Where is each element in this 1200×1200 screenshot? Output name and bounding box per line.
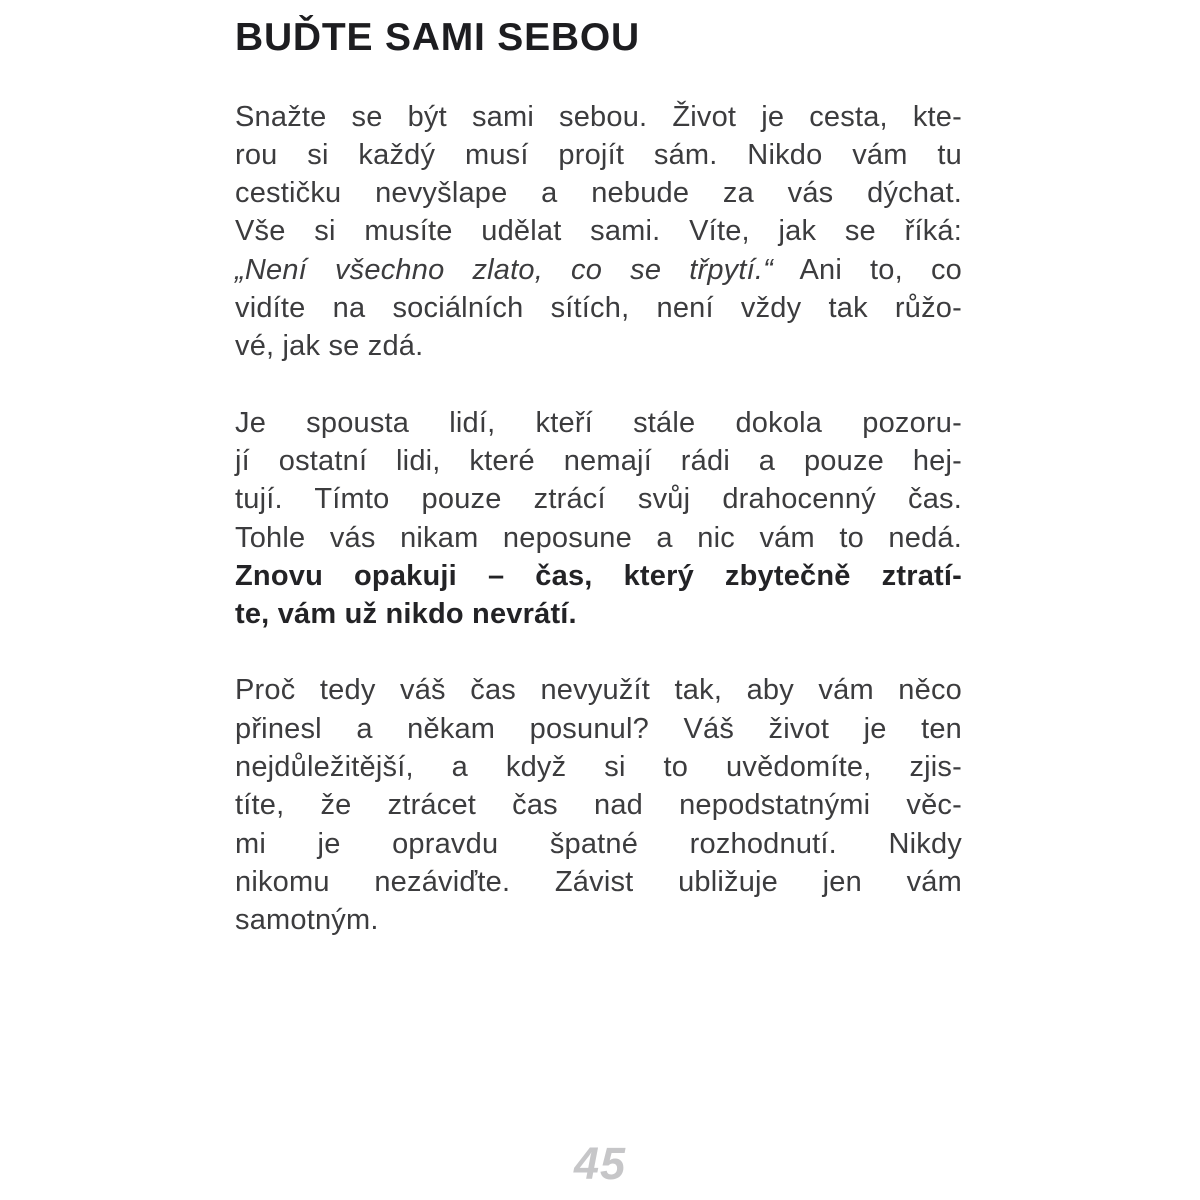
paragraph	[235, 98, 962, 366]
text-line	[235, 174, 962, 212]
text-line	[235, 901, 962, 939]
text-segment-regular: Snažte se být sami sebou. Život je cesta, kte-	[235, 100, 962, 133]
text-line	[235, 136, 962, 174]
text-segment-regular: Proč tedy váš čas nevyužít tak, aby vám něco	[235, 674, 962, 707]
text-segment-regular: nejdůležitější, a když si to uvědomíte, zjis-	[235, 751, 962, 784]
text-line	[235, 212, 962, 250]
text-segment-regular: Je spousta lidí, kteří stále dokola pozoru-	[235, 406, 962, 439]
page-number: 45	[573, 1138, 627, 1189]
text-segment-regular: Vše si musíte udělat sami. Víte, jak se říká:	[235, 215, 962, 248]
text-line	[235, 404, 962, 442]
text-line	[235, 863, 962, 901]
text-line	[235, 748, 962, 786]
page-title: BUĎTE SAMI SEBOU	[235, 16, 640, 59]
text-segment-regular: samotným.	[235, 904, 379, 937]
text-line	[235, 289, 962, 327]
text-line	[235, 519, 962, 557]
text-segment-regular: nikomu nezáviďte. Závist ubližuje jen vám	[235, 865, 962, 898]
text-segment-regular: přinesl a někam posunul? Váš život je ten	[235, 712, 962, 745]
paragraph	[235, 671, 962, 939]
text-segment-regular: tují. Tímto pouze ztrácí svůj drahocenný čas.	[235, 483, 962, 516]
text-segment-regular: jí ostatní lidi, které nemají rádi a pouze hej-	[235, 444, 962, 477]
text-line	[235, 825, 962, 863]
text-segment-regular: Tohle vás nikam neposune a nic vám to nedá.	[235, 521, 962, 554]
text-line	[235, 327, 962, 365]
text-line	[235, 442, 962, 480]
text-segment-italic: „Není všechno zlato, co se třpytí.“	[235, 253, 773, 286]
text-line	[235, 710, 962, 748]
text-segment-regular: rou si každý musí projít sám. Nikdo vám tu	[235, 138, 962, 171]
text-line	[235, 251, 962, 289]
text-line	[235, 557, 962, 595]
text-segment-bold: te, vám už nikdo nevrátí.	[235, 598, 577, 631]
text-segment-regular: cestičku nevyšlape a nebude za vás dýchat.	[235, 177, 962, 210]
page-content	[235, 14, 962, 940]
text-line	[235, 98, 962, 136]
text-segment-regular: vé, jak se zdá.	[235, 330, 424, 363]
text-segment-regular: títe, že ztrácet čas nad nepodstatnými věc-	[235, 789, 962, 822]
text-line	[235, 595, 962, 633]
text-line	[235, 671, 962, 709]
body-text	[235, 98, 962, 940]
text-segment-regular: mi je opravdu špatné rozhodnutí. Nikdy	[235, 827, 962, 860]
text-segment-regular: vidíte na sociálních sítích, není vždy tak růžo-	[235, 292, 962, 325]
text-line	[235, 786, 962, 824]
text-line	[235, 480, 962, 518]
text-segment-regular: Ani to, co	[773, 253, 962, 286]
paragraph	[235, 404, 962, 634]
text-segment-bold: Znovu opakuji – čas, který zbytečně ztratí-	[235, 559, 962, 592]
